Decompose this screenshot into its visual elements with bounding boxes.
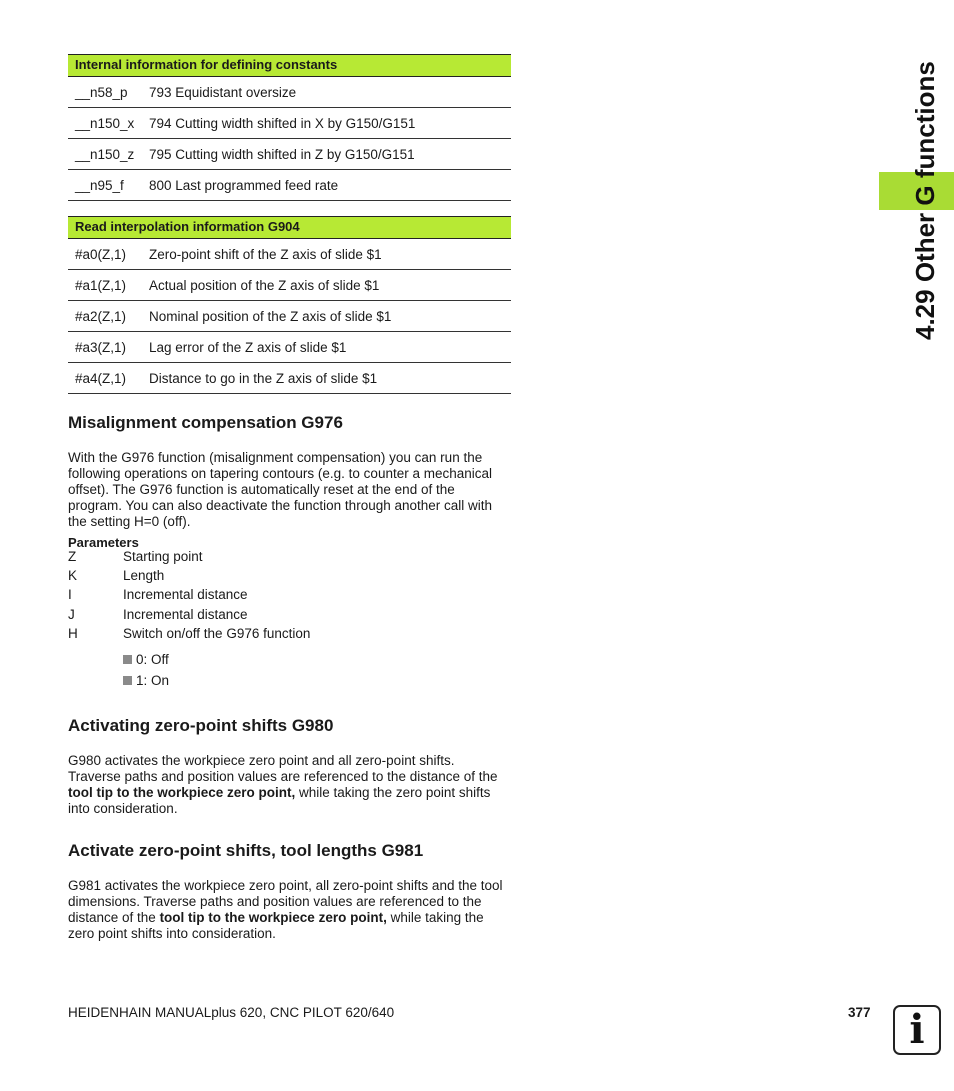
square-bullet-icon [123,676,132,685]
table-header: Read interpolation information G904 [68,216,511,239]
param-row: I Incremental distance [68,587,248,602]
section-paragraph: G980 activates the workpiece zero point and all zero-point shifts. Traverse paths and position values are referenced to the distance of the tool tip to the workpiece zero point, while taking the zero point shifts into consideration. [68,753,498,816]
section-heading: Misalignment compensation G976 [68,413,343,432]
table-row: __n58_p 793 Equidistant oversize [68,77,511,108]
parameters-label: Parameters [68,535,139,550]
footer-text: HEIDENHAIN MANUALplus 620, CNC PILOT 620/640 [68,1005,395,1020]
section-paragraph: G981 activates the workpiece zero point, all zero-point shifts and the tool dimensions. Traverse paths and position values are referenced to the distance of the tool tip to the workpiece zero point, while taking the zero point shifts into consideration. [68,878,503,941]
param-row: K Length [68,568,165,583]
param-row: H Switch on/off the G976 function [68,626,311,641]
table-row: #a0(Z,1) Zero-point shift of the Z axis of slide $1 [68,239,511,270]
interpolation-table [68,216,511,394]
table-row: #a2(Z,1) Nominal position of the Z axis of slide $1 [68,301,511,332]
section-heading: Activating zero-point shifts G980 [68,716,334,735]
chapter-title: 4.29 Other G functions [910,61,940,340]
section-heading: Activate zero-point shifts, tool lengths G981 [68,841,424,860]
table-row: #a3(Z,1) Lag error of the Z axis of slide $1 [68,332,511,363]
table-header: Internal information for defining constants [68,54,511,77]
table-row: __n150_z 795 Cutting width shifted in Z by G150/G151 [68,139,511,170]
table-row: __n150_x 794 Cutting width shifted in X by G150/G151 [68,108,511,139]
constants-table [68,54,511,201]
table-row: __n95_f 800 Last programmed feed rate [68,170,511,201]
table-row: #a1(Z,1) Actual position of the Z axis of slide $1 [68,270,511,301]
square-bullet-icon [123,655,132,664]
param-row: Z Starting point [68,549,203,564]
table-row: #a4(Z,1) Distance to go in the Z axis of slide $1 [68,363,511,394]
section-paragraph: With the G976 function (misalignment compensation) you can run the following operations on tapering contours (e.g. to counter a mechanical offset). The G976 function is automatically reset at the end of the program. You can also deactivate the function through another call with the setting H=0 (off). [68,450,493,529]
list-item: 1: On [123,673,169,688]
param-row: J Incremental distance [68,607,248,622]
list-item: 0: Off [123,652,169,667]
page-number: 377 [848,1005,871,1020]
info-icon: i [893,1005,941,1055]
